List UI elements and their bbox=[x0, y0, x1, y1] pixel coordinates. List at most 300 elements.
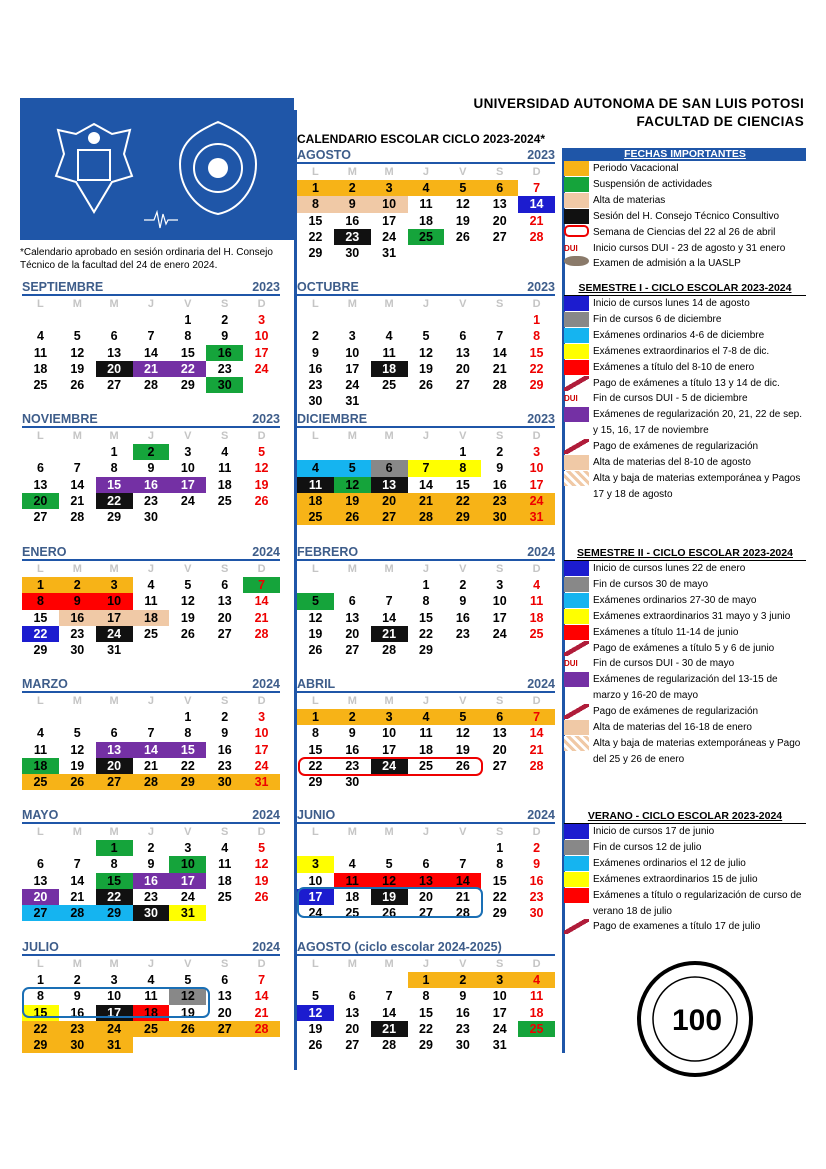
days-grid bbox=[22, 577, 280, 658]
month-name: FEBRERO bbox=[297, 545, 359, 559]
day-cell: 20 bbox=[217, 1005, 232, 1020]
day-cell: 21 bbox=[70, 889, 85, 904]
day-cell: 15 bbox=[308, 213, 323, 228]
legend-item bbox=[564, 736, 806, 768]
day-cell: 6 bbox=[481, 180, 518, 196]
color-swatch bbox=[564, 609, 589, 624]
weekday: S bbox=[496, 695, 504, 707]
legend-item bbox=[564, 407, 806, 439]
day-cell: 28 bbox=[70, 510, 85, 525]
day-cell: 5 bbox=[73, 329, 81, 344]
day-cell: 3 bbox=[297, 856, 334, 872]
weekday: L bbox=[37, 695, 44, 707]
day-cell: 6 bbox=[348, 594, 356, 609]
day-cell: 1 bbox=[533, 313, 541, 327]
weekday: V bbox=[459, 298, 467, 310]
day-cell: 28 bbox=[408, 509, 445, 525]
month-year: 2024 bbox=[252, 940, 280, 954]
day-cell: 11 bbox=[218, 461, 232, 476]
day-cell: 26 bbox=[455, 758, 470, 773]
day-cell: 28 bbox=[133, 774, 170, 790]
day-cell: 10 bbox=[382, 726, 397, 741]
centenario-logo bbox=[636, 960, 754, 1078]
verano-legend bbox=[564, 808, 806, 935]
day-cell: 10 bbox=[180, 461, 195, 476]
month-year: 2024 bbox=[527, 545, 555, 559]
day-cell: 2 bbox=[147, 841, 155, 855]
day-cell: 2 bbox=[496, 445, 504, 459]
day-cell: 25 bbox=[217, 493, 232, 508]
day-cell: 1 bbox=[496, 841, 504, 855]
semestre-2-legend bbox=[564, 545, 806, 768]
month-year: 2023 bbox=[527, 280, 555, 294]
color-swatch bbox=[564, 840, 589, 855]
day-cell: 31 bbox=[96, 1037, 133, 1053]
day-cell: 13 bbox=[345, 1005, 360, 1020]
day-cell: 20 bbox=[22, 889, 59, 905]
day-cell: 7 bbox=[385, 989, 393, 1004]
day-cell: 23 bbox=[345, 758, 360, 773]
color-swatch bbox=[564, 561, 589, 576]
weekday: M bbox=[347, 430, 357, 442]
day-cell: 13 bbox=[33, 477, 48, 492]
day-cell: 29 bbox=[96, 905, 133, 921]
legend-title: FECHAS IMPORTANTES bbox=[564, 148, 806, 161]
day-cell: 22 bbox=[22, 1021, 59, 1037]
month-year: 2023 bbox=[527, 148, 555, 162]
day-cell: 5 bbox=[422, 329, 430, 344]
day-cell: 22 bbox=[96, 493, 133, 509]
weekday-row bbox=[297, 693, 555, 709]
day-cell: 12 bbox=[70, 742, 85, 757]
day-cell: 6 bbox=[36, 461, 44, 476]
day-cell: 19 bbox=[455, 213, 470, 228]
day-cell: 4 bbox=[36, 726, 44, 741]
day-cell: 8 bbox=[110, 857, 118, 872]
day-cell: 13 bbox=[345, 610, 360, 625]
day-cell: 27 bbox=[345, 643, 360, 658]
legend-item bbox=[564, 625, 806, 641]
legend-item bbox=[564, 376, 806, 392]
dui-icon: DUI bbox=[564, 659, 578, 669]
day-cell: 5 bbox=[444, 709, 481, 725]
day-cell: 23 bbox=[455, 626, 470, 641]
month-9 bbox=[22, 808, 280, 921]
day-cell: 15 bbox=[492, 873, 507, 888]
day-cell: 3 bbox=[184, 445, 192, 459]
day-cell: 8 bbox=[184, 726, 192, 741]
day-cell: 18 bbox=[297, 493, 334, 509]
weekday: S bbox=[496, 826, 504, 838]
days-grid bbox=[22, 444, 280, 525]
legend-text: Pago de exámenes a título 5 y 6 de junio bbox=[593, 642, 775, 654]
day-cell: 13 bbox=[408, 873, 445, 889]
month-year: 2024 bbox=[527, 808, 555, 822]
faculty-title: FACULTAD DE CIENCIAS bbox=[636, 114, 804, 129]
fechas-importantes bbox=[564, 148, 806, 272]
month-year: 2023 bbox=[252, 412, 280, 426]
day-cell: 9 bbox=[221, 726, 229, 741]
day-cell: 21 bbox=[144, 758, 158, 773]
day-cell: 27 bbox=[107, 378, 122, 393]
day-cell: 31 bbox=[518, 509, 555, 525]
day-cell: 7 bbox=[147, 726, 155, 741]
day-cell: 28 bbox=[243, 1021, 280, 1037]
legend-item bbox=[564, 872, 806, 888]
legend-text: Inicio cursos DUI - 23 de agosto y 31 enero bbox=[593, 242, 786, 254]
legend-item bbox=[564, 577, 806, 593]
day-cell: 13 bbox=[96, 742, 133, 758]
day-cell: 22 bbox=[419, 1021, 433, 1036]
day-cell: 30 bbox=[144, 510, 158, 525]
days-grid bbox=[297, 709, 555, 790]
day-cell: 20 bbox=[345, 626, 360, 641]
days-grid bbox=[22, 709, 280, 790]
weekday: D bbox=[257, 826, 266, 838]
legend-item bbox=[564, 856, 806, 872]
legend-item bbox=[564, 609, 806, 625]
legend-item bbox=[564, 672, 806, 704]
day-cell: 3 bbox=[533, 445, 541, 459]
weekday: S bbox=[496, 563, 504, 575]
day-cell: 30 bbox=[345, 246, 360, 261]
legend-item bbox=[564, 593, 806, 609]
day-cell: 25 bbox=[529, 626, 544, 641]
weekday: M bbox=[72, 298, 82, 310]
weekday-row bbox=[22, 956, 280, 972]
day-cell: 9 bbox=[348, 726, 356, 741]
day-cell: 27 bbox=[371, 509, 408, 525]
day-cell: 14 bbox=[144, 345, 158, 360]
day-cell: 30 bbox=[206, 377, 243, 393]
weekday: S bbox=[221, 958, 229, 970]
day-cell: 6 bbox=[348, 989, 356, 1004]
day-cell: 4 bbox=[385, 329, 393, 344]
month-name: MAYO bbox=[22, 808, 59, 822]
weekday: S bbox=[221, 695, 229, 707]
legend-text: Exámenes extraordinarios 15 de julio bbox=[593, 873, 758, 885]
legend-text: Alta de materias del 16-18 de enero bbox=[593, 722, 752, 734]
weekday: S bbox=[221, 298, 229, 310]
day-cell: 2 bbox=[221, 710, 229, 724]
weekday: J bbox=[422, 826, 430, 838]
day-cell: 2 bbox=[459, 578, 467, 592]
day-cell: 16 bbox=[492, 477, 507, 492]
pen-icon bbox=[564, 641, 589, 656]
day-cell: 28 bbox=[59, 905, 96, 921]
days-grid bbox=[297, 577, 555, 658]
day-cell: 1 bbox=[422, 578, 430, 592]
day-cell: 28 bbox=[529, 758, 544, 773]
day-cell: 31 bbox=[107, 643, 122, 658]
day-cell: 25 bbox=[419, 758, 433, 773]
day-cell: 17 bbox=[96, 610, 133, 626]
day-cell: 1 bbox=[297, 709, 334, 725]
day-cell: 26 bbox=[254, 889, 269, 904]
day-cell: 4 bbox=[408, 709, 445, 725]
day-cell: 22 bbox=[180, 758, 195, 773]
day-cell: 26 bbox=[308, 1038, 323, 1053]
legend-text: Exámenes ordinarios 4-6 de diciembre bbox=[593, 329, 765, 341]
day-cell: 31 bbox=[382, 246, 397, 261]
color-swatch bbox=[564, 177, 589, 192]
weekday: M bbox=[72, 826, 82, 838]
day-cell: 26 bbox=[334, 509, 371, 525]
legend-text: Inicio de cursos lunes 14 de agosto bbox=[593, 298, 750, 309]
day-cell: 17 bbox=[382, 213, 397, 228]
day-cell: 7 bbox=[258, 973, 266, 987]
day-cell: 3 bbox=[258, 710, 266, 724]
weekday: J bbox=[422, 695, 430, 707]
month-year: 2023 bbox=[252, 280, 280, 294]
color-swatch bbox=[564, 193, 589, 208]
day-cell: 8 bbox=[311, 726, 319, 741]
day-cell: 20 bbox=[217, 610, 232, 625]
day-cell: 29 bbox=[107, 510, 122, 525]
day-cell: 18 bbox=[345, 889, 360, 904]
weekday-row bbox=[22, 428, 280, 444]
day-cell: 12 bbox=[180, 594, 195, 609]
month-header bbox=[297, 280, 555, 296]
month-name: NOVIEMBRE bbox=[22, 412, 98, 426]
day-cell: 12 bbox=[254, 461, 269, 476]
day-cell: 29 bbox=[33, 643, 48, 658]
weekday: D bbox=[257, 298, 266, 310]
day-cell: 21 bbox=[529, 742, 544, 757]
day-cell: 29 bbox=[180, 378, 195, 393]
day-cell: 23 bbox=[334, 229, 371, 245]
day-cell: 9 bbox=[334, 196, 371, 212]
month-header bbox=[22, 280, 280, 296]
day-cell: 18 bbox=[217, 477, 232, 492]
month-name: SEPTIEMBRE bbox=[22, 280, 104, 294]
day-cell: 18 bbox=[419, 742, 433, 757]
weekday: M bbox=[109, 563, 119, 575]
day-cell: 8 bbox=[422, 594, 430, 609]
weekday: M bbox=[384, 298, 394, 310]
day-cell: 31 bbox=[243, 774, 280, 790]
day-cell: 24 bbox=[96, 1021, 133, 1037]
day-cell: 29 bbox=[529, 378, 544, 393]
day-cell: 21 bbox=[455, 889, 470, 904]
weekday: V bbox=[184, 430, 192, 442]
wave-icon bbox=[144, 210, 178, 230]
weekday: M bbox=[72, 958, 82, 970]
day-cell: 25 bbox=[33, 378, 48, 393]
day-cell: 29 bbox=[169, 774, 206, 790]
day-cell: 11 bbox=[419, 726, 433, 741]
color-swatch bbox=[564, 672, 589, 687]
day-cell: 17 bbox=[492, 610, 507, 625]
day-cell: 19 bbox=[308, 626, 323, 641]
day-cell: 20 bbox=[455, 361, 470, 376]
weekday: J bbox=[147, 695, 155, 707]
weekday: J bbox=[422, 166, 430, 178]
weekday: M bbox=[384, 695, 394, 707]
month-year: 2024 bbox=[252, 677, 280, 691]
month-name: OCTUBRE bbox=[297, 280, 359, 294]
weekday: L bbox=[312, 166, 319, 178]
day-cell: 27 bbox=[492, 758, 507, 773]
color-swatch bbox=[564, 824, 589, 839]
day-cell: 28 bbox=[455, 906, 470, 921]
day-cell: 11 bbox=[33, 742, 48, 757]
weekday: L bbox=[312, 695, 319, 707]
month-name: ABRIL bbox=[297, 677, 336, 691]
day-cell: 16 bbox=[455, 610, 470, 625]
legend-text: Fin de cursos DUI - 30 de mayo bbox=[593, 658, 735, 670]
days-grid bbox=[297, 312, 555, 410]
day-cell: 27 bbox=[206, 1021, 243, 1037]
weekday-row bbox=[297, 956, 555, 972]
legend-text: Periodo Vacacional bbox=[593, 163, 679, 174]
day-cell: 10 bbox=[254, 329, 269, 344]
legend-text: Alta de materias bbox=[593, 194, 666, 206]
day-cell: 17 bbox=[492, 1005, 507, 1020]
day-cell: 18 bbox=[133, 610, 170, 626]
legend-text: Alta y baja de materias extemporáneas y Pago del 25 y 26 de enero bbox=[593, 737, 801, 765]
weekday-row bbox=[22, 561, 280, 577]
day-cell: 20 bbox=[419, 889, 433, 904]
day-cell: 11 bbox=[529, 594, 544, 609]
month-name: JULIO bbox=[22, 940, 59, 954]
day-cell: 8 bbox=[184, 329, 192, 344]
weekday: D bbox=[257, 430, 266, 442]
legend-text: Exámenes de regularización del 13-15 de marzo y 16-20 de mayo bbox=[593, 674, 778, 702]
day-cell: 23 bbox=[308, 378, 323, 393]
day-cell: 14 bbox=[254, 594, 269, 609]
day-cell: 25 bbox=[144, 626, 158, 641]
day-cell: 7 bbox=[459, 857, 467, 872]
day-cell: 26 bbox=[308, 643, 323, 658]
weekday: M bbox=[109, 695, 119, 707]
legend-item bbox=[564, 344, 806, 360]
weekday: D bbox=[257, 958, 266, 970]
legend-text: Fin de cursos 6 de diciembre bbox=[593, 313, 722, 325]
legend-text: Pago de exámenes de regularización bbox=[593, 706, 759, 718]
day-cell: 24 bbox=[518, 493, 555, 509]
day-cell: 15 bbox=[308, 742, 323, 757]
weekday: V bbox=[459, 695, 467, 707]
day-cell: 5 bbox=[258, 841, 266, 855]
month-name: AGOSTO (ciclo escolar 2024-2025) bbox=[297, 940, 502, 954]
day-cell: 5 bbox=[385, 857, 393, 872]
month-year: 2024 bbox=[252, 808, 280, 822]
day-cell: 1 bbox=[184, 710, 192, 724]
day-cell: 3 bbox=[96, 577, 133, 593]
days-grid bbox=[22, 312, 280, 393]
day-cell: 29 bbox=[444, 509, 481, 525]
day-cell: 28 bbox=[382, 1038, 397, 1053]
day-cell: 18 bbox=[133, 1005, 170, 1021]
day-cell: 24 bbox=[254, 361, 269, 376]
legend-text: Pago de exámenes a título 13 y 14 de dic. bbox=[593, 377, 780, 389]
day-cell: 8 bbox=[297, 196, 334, 212]
day-cell: 24 bbox=[96, 626, 133, 642]
day-cell: 23 bbox=[217, 758, 232, 773]
approval-note: *Calendario aprobado en sesión ordinaria del H. Consejo Técnico de la facultad del 24 de enero 2024. bbox=[20, 247, 273, 271]
day-cell: 4 bbox=[408, 180, 445, 196]
day-cell: 15 bbox=[419, 610, 433, 625]
weekday: J bbox=[422, 430, 430, 442]
month-name: JUNIO bbox=[297, 808, 336, 822]
day-cell: 1 bbox=[184, 313, 192, 327]
day-cell: 11 bbox=[529, 989, 544, 1004]
days-grid bbox=[297, 444, 555, 525]
legend-title: VERANO - CICLO ESCOLAR 2023-2024 bbox=[564, 808, 806, 824]
month-year: 2023 bbox=[527, 412, 555, 426]
pen-icon bbox=[564, 919, 589, 934]
legend-item bbox=[564, 704, 806, 720]
day-cell: 22 bbox=[419, 626, 433, 641]
day-cell: 13 bbox=[492, 197, 507, 212]
month-header bbox=[297, 940, 555, 956]
day-cell: 23 bbox=[217, 361, 232, 376]
day-cell: 24 bbox=[180, 889, 195, 904]
legend-item bbox=[564, 824, 806, 840]
day-cell: 8 bbox=[444, 460, 481, 476]
day-cell: 5 bbox=[184, 578, 192, 592]
day-cell: 10 bbox=[107, 989, 122, 1004]
day-cell: 8 bbox=[422, 989, 430, 1004]
legend-item bbox=[564, 177, 806, 193]
day-cell: 23 bbox=[455, 1021, 470, 1036]
day-cell: 7 bbox=[385, 594, 393, 609]
weekday: L bbox=[37, 298, 44, 310]
day-cell: 3 bbox=[371, 709, 408, 725]
day-cell: 17 bbox=[169, 477, 206, 493]
color-swatch bbox=[564, 344, 589, 359]
weekday: J bbox=[422, 298, 430, 310]
weekday: V bbox=[459, 958, 467, 970]
day-cell: 22 bbox=[169, 361, 206, 377]
dui-icon: DUI bbox=[564, 243, 578, 253]
day-cell: 11 bbox=[297, 477, 334, 493]
day-cell: 28 bbox=[492, 378, 507, 393]
day-cell: 24 bbox=[180, 493, 195, 508]
day-cell: 4 bbox=[533, 578, 541, 592]
day-cell: 20 bbox=[22, 493, 59, 509]
day-cell: 16 bbox=[217, 742, 232, 757]
day-cell: 6 bbox=[371, 460, 408, 476]
day-cell: 10 bbox=[371, 196, 408, 212]
day-cell: 28 bbox=[144, 378, 158, 393]
day-cell: 16 bbox=[133, 873, 170, 889]
day-cell: 3 bbox=[258, 313, 266, 327]
day-cell: 14 bbox=[70, 873, 85, 888]
day-cell: 3 bbox=[371, 180, 408, 196]
pen-icon bbox=[564, 376, 589, 391]
weekday: V bbox=[184, 695, 192, 707]
day-cell: 11 bbox=[144, 594, 158, 609]
diamond-icon bbox=[564, 736, 589, 751]
day-cell: 9 bbox=[311, 345, 319, 360]
day-cell: 19 bbox=[334, 493, 371, 509]
day-cell: 18 bbox=[419, 213, 433, 228]
weekday: D bbox=[532, 430, 541, 442]
day-cell: 13 bbox=[217, 989, 232, 1004]
day-cell: 11 bbox=[218, 857, 232, 872]
legend-item bbox=[564, 312, 806, 328]
semana-ciencias-highlight bbox=[298, 757, 483, 776]
legend-item bbox=[564, 209, 806, 225]
legend-text: Exámenes ordinarios el 12 de julio bbox=[593, 857, 746, 869]
day-cell: 29 bbox=[308, 775, 323, 790]
day-cell: 14 bbox=[382, 1005, 397, 1020]
day-cell: 15 bbox=[180, 345, 195, 360]
day-cell: 25 bbox=[133, 1021, 170, 1037]
weekday: D bbox=[532, 958, 541, 970]
